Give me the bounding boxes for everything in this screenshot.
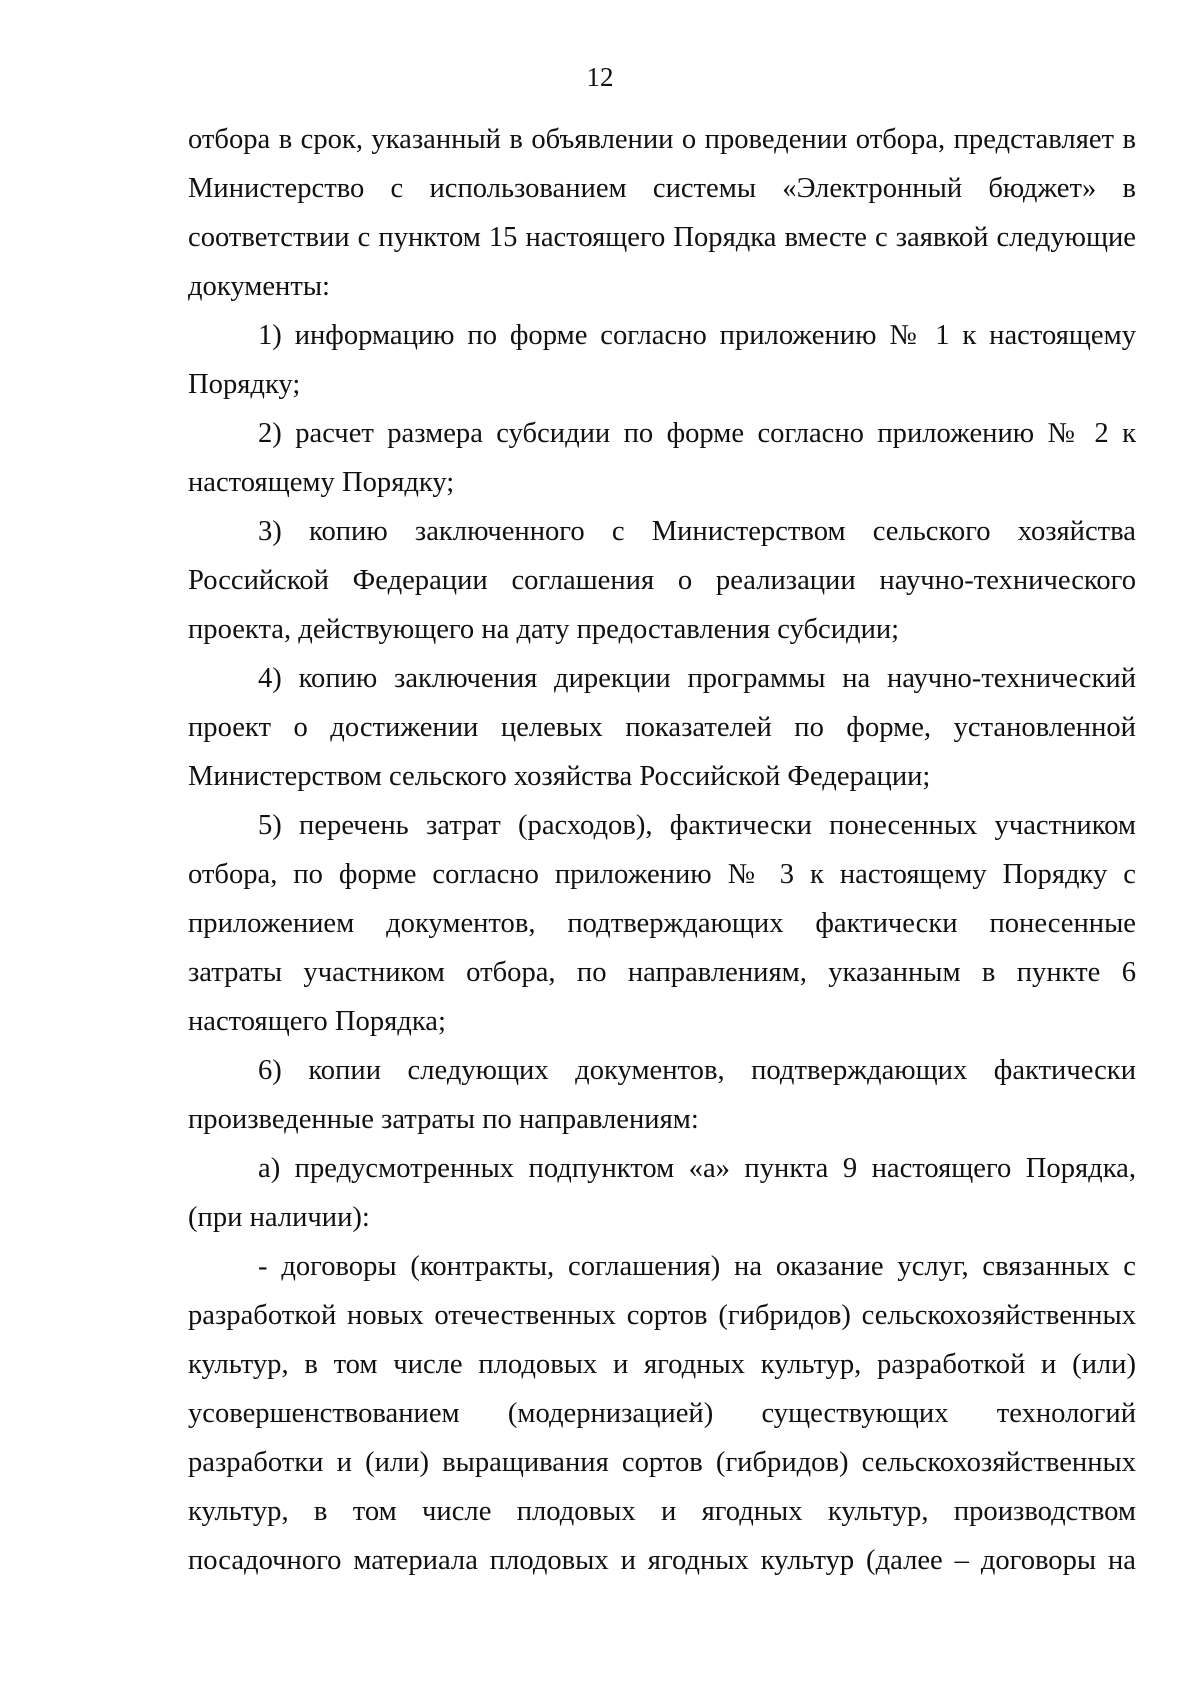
paragraph-item-3: 3) копию заключенного с Министерством сельского хозяйства Российской Федерации соглашения о реализации научно-технического проекта, действующего на дату предоставления субсидии;	[188, 516, 1136, 645]
paragraph-item-2: 2) расчет размера субсидии по форме согласно приложению № 2 к настоящему Порядку;	[188, 418, 1136, 498]
paragraph-subitem-a: а) предусмотренных подпунктом «а» пункта 9 настоящего Порядка, (при наличии):	[188, 1153, 1136, 1233]
paragraph-contracts: - договоры (контракты, соглашения) на оказание услуг, связанных с разработкой новых отечественных сортов (гибридов) сельскохозяйственных культур, в том числе плодовых и ягодных культур, разработкой и (или) усовершенствованием (модернизацией) существующих технологий разработки и (или) выращивания сортов (гибридов) сельскохозяйственных культур, в том числе плодовых и ягодных культур, производством посадочного материала плодовых и ягодных культур (далее – договоры на	[188, 1251, 1136, 1576]
paragraph-item-5: 5) перечень затрат (расходов), фактически понесенных участником отбора, по форме согласно приложению № 3 к настоящему Порядку с приложением документов, подтверждающих фактически понесенные затраты участником отбора, по направлениям, указанным в пункте 6 настоящего Порядка;	[188, 810, 1136, 1037]
page-number: 12	[586, 62, 614, 92]
document-body	[188, 115, 1136, 1585]
paragraph-intro: отбора в срок, указанный в объявлении о проведении отбора, представляет в Министерство с использованием системы «Электронный бюджет» в соответствии с пунктом 15 настоящего Порядка вместе с заявкой следующие документы:	[188, 124, 1136, 302]
paragraph-item-1: 1) информацию по форме согласно приложению № 1 к настоящему Порядку;	[188, 320, 1136, 400]
paragraph-item-4: 4) копию заключения дирекции программы на научно-технический проект о достижении целевых показателей по форме, установленной Министерством сельского хозяйства Российской Федерации;	[188, 663, 1136, 792]
paragraph-item-6: 6) копии следующих документов, подтверждающих фактически произведенные затраты по направлениям:	[188, 1055, 1136, 1135]
